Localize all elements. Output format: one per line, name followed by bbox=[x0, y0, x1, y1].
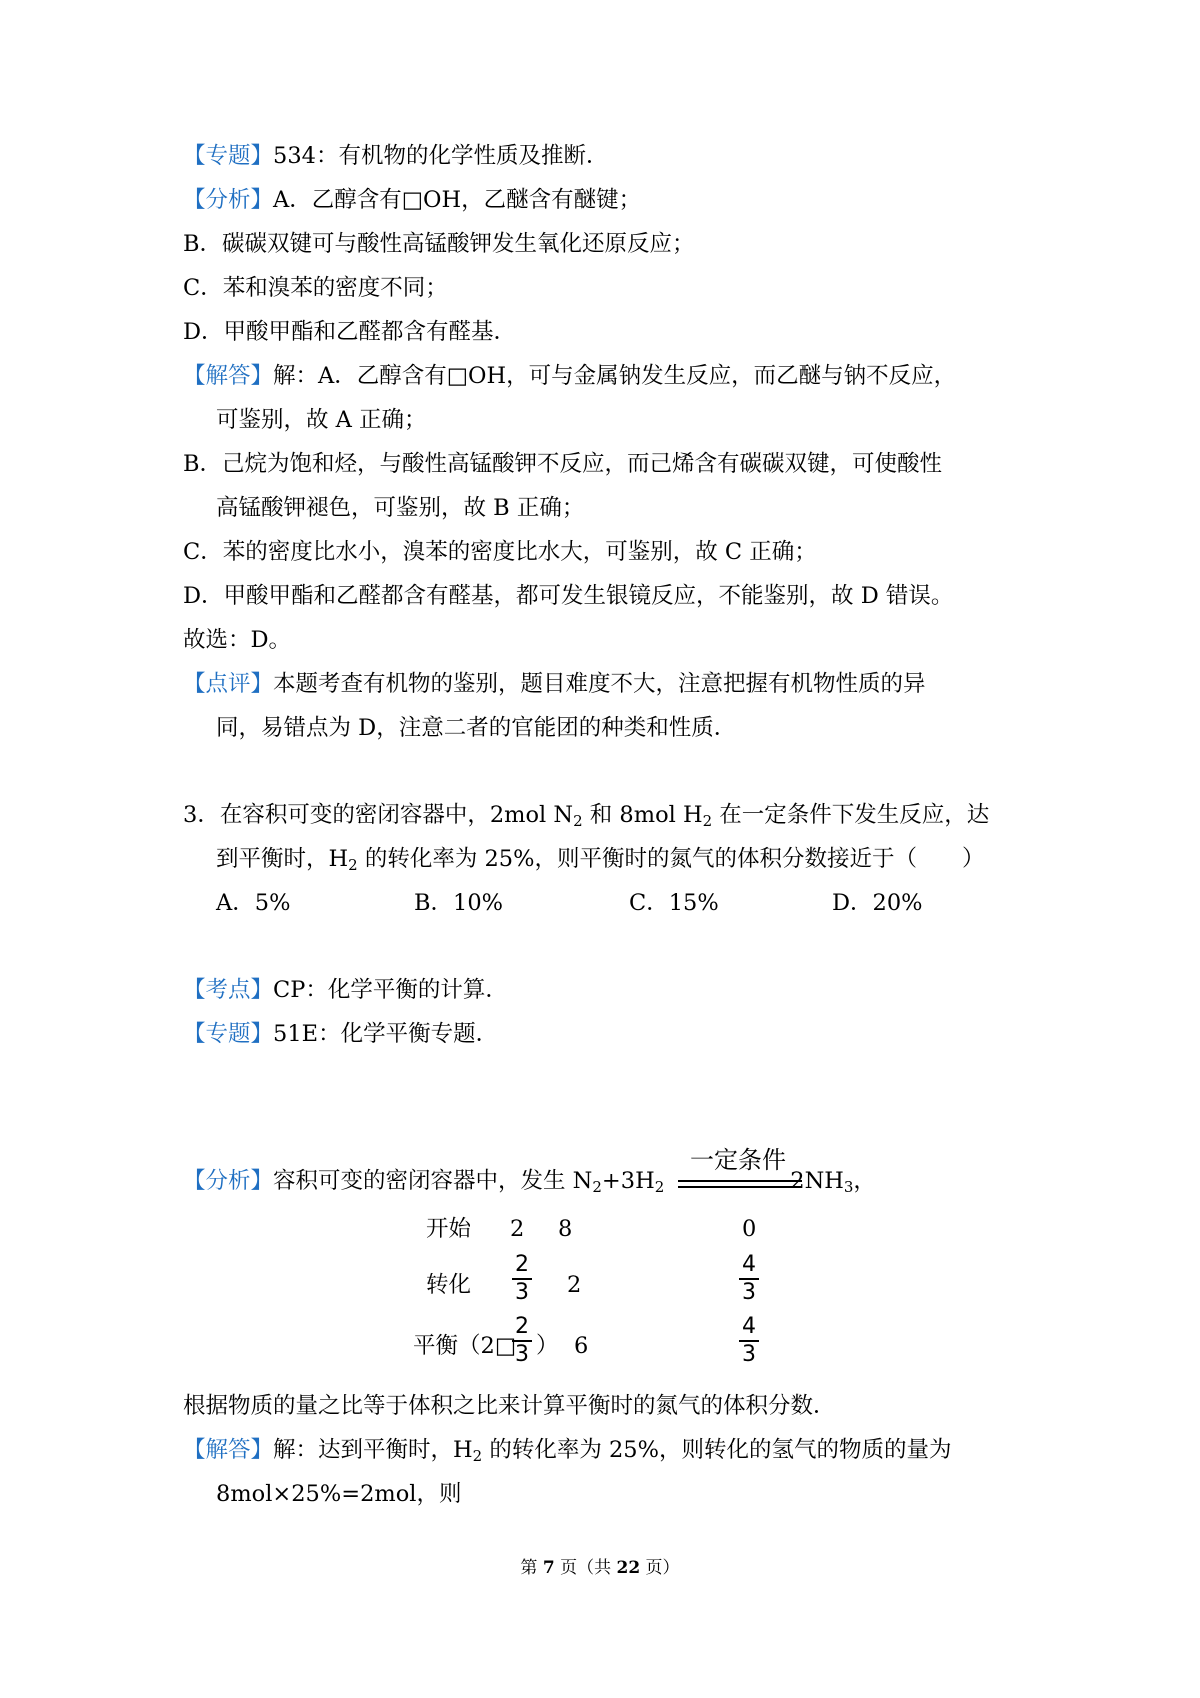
row-start-nh3: 0 bbox=[742, 1216, 757, 1242]
row-equil-close: ） bbox=[536, 1333, 559, 1359]
reaction-condition-label: 一定条件 bbox=[690, 1146, 786, 1174]
equilibrium-bar-bottom bbox=[678, 1186, 802, 1188]
eq-text: +3H bbox=[601, 1168, 655, 1194]
q3-sub: 2 bbox=[573, 812, 583, 830]
analysis-line-c: C．苯和溴苯的密度不同； bbox=[183, 275, 448, 301]
analysis-tag: 【分析】 bbox=[183, 187, 274, 213]
row-equil-nh3-fraction bbox=[737, 1315, 761, 1367]
answer-line-d: D．甲酸甲酯和乙醛都含有醛基，都可发生银镜反应，不能鉴别，故 D 错误。 bbox=[183, 583, 954, 609]
answer-line-b2: 高锰酸钾褪色，可鉴别，故 B 正确； bbox=[216, 495, 585, 521]
fraction-denominator: 3 bbox=[515, 1280, 529, 1305]
equilibrium-bar-top bbox=[678, 1180, 802, 1182]
fraction-numerator: 4 bbox=[742, 1314, 756, 1339]
answer-line-c: C．苯的密度比水小，溴苯的密度比水大，可鉴别，故 C 正确； bbox=[183, 539, 817, 565]
footer-text: 页） bbox=[640, 1558, 680, 1578]
topic2-text: 51E：化学平衡专题． bbox=[273, 1021, 499, 1047]
comment-text-1: 本题考查有机物的鉴别，题目难度不大，注意把握有机物性质的异 bbox=[273, 671, 926, 697]
q3-sub: 2 bbox=[702, 812, 713, 830]
analysis-line-a bbox=[183, 185, 641, 215]
row-start-n2: 2 bbox=[510, 1216, 525, 1242]
topic2-line bbox=[183, 1019, 498, 1049]
option-b: B．10% bbox=[414, 890, 504, 916]
row-equil-h2: 6 bbox=[574, 1333, 589, 1359]
point-tag: 【考点】 bbox=[183, 977, 274, 1003]
answer2-text: 解：达到平衡时，H bbox=[273, 1437, 473, 1463]
q3-text: 和 8mol H bbox=[582, 802, 703, 828]
row-start-label: 开始 bbox=[426, 1216, 472, 1242]
fraction-numerator: 4 bbox=[742, 1252, 756, 1277]
fraction-denominator: 3 bbox=[742, 1342, 756, 1367]
fraction-numerator: 2 bbox=[515, 1252, 529, 1277]
answer2-sub: 2 bbox=[472, 1447, 483, 1465]
comment-line-1 bbox=[183, 669, 926, 699]
analysis2-text: 容积可变的密闭容器中，发生 N bbox=[273, 1168, 593, 1194]
q3-text: 在一定条件下发生反应，达 bbox=[712, 802, 990, 828]
analysis2-tag: 【分析】 bbox=[183, 1168, 274, 1194]
fraction-denominator: 3 bbox=[515, 1342, 529, 1367]
option-c: C．15% bbox=[629, 890, 719, 916]
row-change-h2: 2 bbox=[567, 1272, 582, 1298]
analysis-line-d: D．甲酸甲酯和乙醛都含有醛基． bbox=[183, 319, 517, 345]
footer-text: 页（共 bbox=[554, 1558, 617, 1578]
row-change-n2-fraction bbox=[510, 1253, 534, 1305]
question-stem-line-2 bbox=[216, 844, 985, 874]
q3-text: 的转化率为 25%，则平衡时的氮气的体积分数接近于（ ） bbox=[357, 846, 985, 872]
q3-sub: 2 bbox=[348, 856, 358, 874]
answer2-text: 的转化率为 25%，则转化的氢气的物质的量为 bbox=[482, 1437, 952, 1463]
option-d: D．20% bbox=[832, 890, 923, 916]
answer2-tag: 【解答】 bbox=[183, 1437, 274, 1463]
point-line bbox=[183, 975, 508, 1005]
answer-choice: 故选：D。 bbox=[183, 627, 292, 653]
page-number: 7 bbox=[542, 1558, 555, 1578]
question-stem-line-1 bbox=[183, 800, 989, 830]
row-equil-n2-fraction bbox=[510, 1315, 534, 1367]
page-footer bbox=[0, 1556, 1200, 1580]
eq-text: 2NH bbox=[790, 1168, 844, 1194]
topic2-tag: 【专题】 bbox=[183, 1021, 274, 1047]
fraction-numerator: 2 bbox=[515, 1314, 529, 1339]
topic-line bbox=[183, 141, 608, 171]
row-change-label: 转化 bbox=[426, 1272, 472, 1298]
row-change-nh3-fraction bbox=[737, 1253, 761, 1305]
row-start-h2: 8 bbox=[558, 1216, 573, 1242]
page-total: 22 bbox=[616, 1558, 641, 1578]
eq-sub: 3 bbox=[843, 1178, 854, 1196]
eq-text: ， bbox=[853, 1168, 876, 1194]
answer2-line-1 bbox=[183, 1435, 952, 1465]
eq-sub: 2 bbox=[654, 1178, 665, 1196]
topic-tag: 【专题】 bbox=[183, 143, 274, 169]
comment-line-2: 同，易错点为 D，注意二者的官能团的种类和性质． bbox=[216, 715, 737, 741]
q3-text: 到平衡时，H bbox=[216, 846, 349, 872]
answer-line-a1 bbox=[183, 361, 956, 391]
analysis-line-b: B．碳碳双键可与酸性高锰酸钾发生氧化还原反应； bbox=[183, 231, 695, 257]
analysis-text-a: A．乙醇含有□OH，乙醚含有醚键； bbox=[273, 187, 642, 213]
answer-text-a1: 解：A．乙醇含有□OH，可与金属钠发生反应，而乙醚与钠不反应， bbox=[273, 363, 957, 389]
answer-tag: 【解答】 bbox=[183, 363, 274, 389]
comment-tag: 【点评】 bbox=[183, 671, 274, 697]
eq-sub: 2 bbox=[592, 1178, 602, 1196]
point-text: CP：化学平衡的计算． bbox=[273, 977, 508, 1003]
analysis2-conclusion: 根据物质的量之比等于体积之比来计算平衡时的氮气的体积分数． bbox=[183, 1393, 836, 1419]
topic-text: 534：有机物的化学性质及推断． bbox=[273, 143, 609, 169]
option-a: A．5% bbox=[216, 890, 291, 916]
answer2-line-2: 8mol×25%=2mol，则 bbox=[216, 1481, 462, 1507]
q3-text: 3．在容积可变的密闭容器中，2mol N bbox=[183, 802, 574, 828]
row-equil-label: 平衡（2□ bbox=[413, 1333, 517, 1359]
footer-text: 第 bbox=[520, 1558, 543, 1578]
fraction-denominator: 3 bbox=[742, 1280, 756, 1305]
answer-line-b1: B．己烷为饱和烃，与酸性高锰酸钾不反应，而己烯含有碳碳双键，可使酸性 bbox=[183, 451, 943, 477]
answer-line-a2: 可鉴别，故 A 正确； bbox=[216, 407, 427, 433]
